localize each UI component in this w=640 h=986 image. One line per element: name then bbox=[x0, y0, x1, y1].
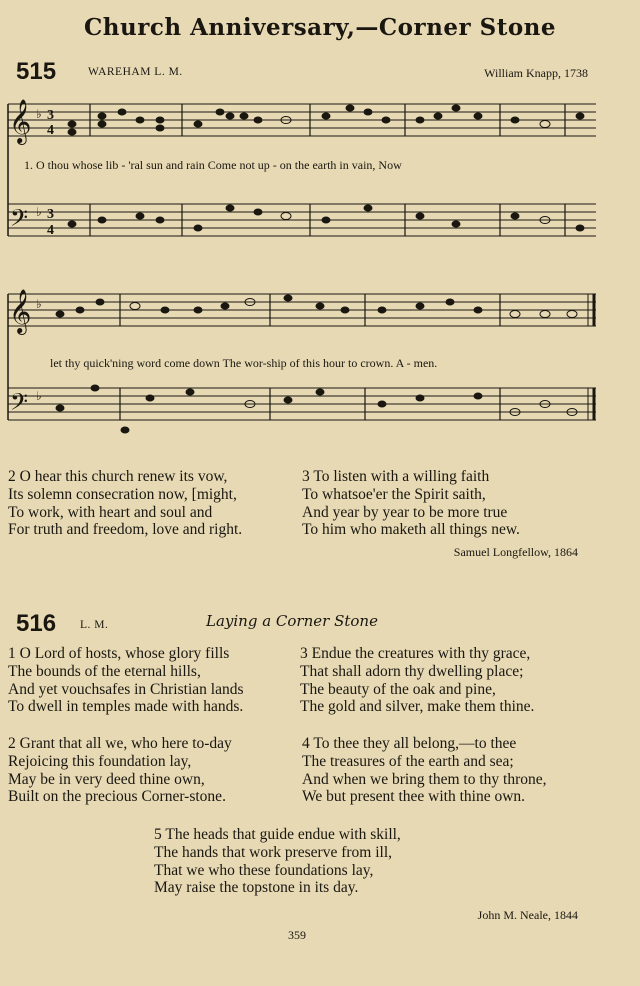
stanza-515-3 bbox=[302, 468, 520, 539]
verse-line: 1 O Lord of hosts, whose glory fills bbox=[8, 645, 230, 662]
treble-staff-1 bbox=[8, 104, 596, 136]
verse-line: Built on the precious Corner-stone. bbox=[8, 788, 226, 806]
svg-text:4: 4 bbox=[47, 223, 54, 238]
bass-staff-2 bbox=[8, 388, 596, 420]
hymn-subtitle: Laying a Corner Stone bbox=[206, 612, 378, 630]
verse-line: May raise the topstone in its day. bbox=[154, 879, 359, 897]
tune-name: WAREHAM L. M. bbox=[88, 66, 183, 78]
svg-text:4: 4 bbox=[47, 123, 54, 138]
verse-line: For truth and freedom, love and right. bbox=[8, 521, 243, 539]
svg-text:3: 3 bbox=[47, 108, 54, 123]
verse-line: The beauty of the oak and pine, bbox=[300, 680, 496, 698]
stanza-516-3 bbox=[300, 645, 534, 716]
verse-line: And year by year to be more true bbox=[302, 503, 508, 521]
verse-line: We but present thee with thine own. bbox=[302, 788, 526, 806]
page-number: 359 bbox=[288, 928, 306, 942]
stanza-516-5 bbox=[154, 826, 401, 897]
hymn-number-516: 516 bbox=[16, 610, 57, 637]
verse-line: May be in very deed thine own, bbox=[8, 770, 205, 788]
verse-line: The gold and silver, make them thine. bbox=[300, 698, 535, 716]
verse-line: 2 O hear this church renew its vow, bbox=[8, 468, 228, 485]
author-credit-515: Samuel Longfellow, 1864 bbox=[453, 545, 578, 559]
flat-icon: ♭ bbox=[36, 389, 42, 403]
verse-line: The hands that work preserve from ill, bbox=[154, 843, 393, 861]
flat-icon: ♭ bbox=[36, 107, 42, 121]
verse-line: The bounds of the eternal hills, bbox=[8, 662, 201, 680]
verse-line: To dwell in temples made with hands. bbox=[8, 698, 244, 716]
music-system-1 bbox=[0, 90, 640, 270]
verse-line: 5 The heads that guide endue with skill, bbox=[154, 826, 401, 843]
bass-clef-icon: 𝄢 bbox=[10, 204, 29, 237]
verse-line: To work, with heart and soul and bbox=[8, 503, 213, 521]
verse-line: To whatsoe'er the Spirit saith, bbox=[302, 485, 486, 503]
hymn-number-515: 515 bbox=[16, 58, 57, 85]
stanza-515-2 bbox=[8, 468, 242, 539]
verse-line: 3 To listen with a willing faith bbox=[302, 468, 490, 485]
stanza-516-4 bbox=[302, 735, 547, 806]
lyric-line-2: let thy quick'ning word come down The wor-ship of this hour to crown. A - men. bbox=[50, 356, 438, 370]
verse-line: Its solemn consecration now, [might, bbox=[8, 485, 237, 503]
stanza-516-2 bbox=[8, 735, 232, 806]
stanza-516-1 bbox=[8, 645, 243, 716]
verse-line: And yet vouchsafes in Christian lands bbox=[8, 680, 244, 698]
treble-staff-2 bbox=[8, 294, 596, 326]
flat-icon: ♭ bbox=[36, 205, 42, 219]
verse-line: The treasures of the earth and sea; bbox=[302, 752, 514, 770]
flat-icon: ♭ bbox=[36, 297, 42, 311]
page-title: Church Anniversary,—Corner Stone bbox=[83, 14, 557, 41]
verse-line: And when we bring them to thy throne, bbox=[302, 770, 547, 788]
verse-line: Rejoicing this foundation lay, bbox=[8, 752, 192, 770]
verse-line: 3 Endue the creatures with thy grace, bbox=[300, 645, 531, 662]
lyric-line-1: 1. O thou whose lib - 'ral sun and rain Come not up - on the earth in vain, Now bbox=[24, 158, 402, 172]
verse-line: That shall adorn thy dwelling place; bbox=[300, 662, 524, 680]
treble-clef-icon: 𝄞 bbox=[9, 289, 32, 333]
verse-line: 4 To thee they all belong,—to thee bbox=[302, 735, 517, 752]
author-credit-516: John M. Neale, 1844 bbox=[477, 908, 578, 922]
verse-line: That we who these foundations lay, bbox=[154, 861, 374, 879]
svg-text:3: 3 bbox=[47, 207, 54, 222]
composer-credit: William Knapp, 1738 bbox=[484, 66, 588, 80]
verse-line: 2 Grant that all we, who here to-day bbox=[8, 735, 232, 752]
meter-label: L. M. bbox=[80, 619, 109, 631]
bass-staff-1 bbox=[8, 204, 596, 236]
treble-clef-icon: 𝄞 bbox=[9, 99, 32, 143]
bass-clef-icon: 𝄢 bbox=[10, 388, 29, 421]
verse-line: To him who maketh all things new. bbox=[302, 521, 520, 539]
